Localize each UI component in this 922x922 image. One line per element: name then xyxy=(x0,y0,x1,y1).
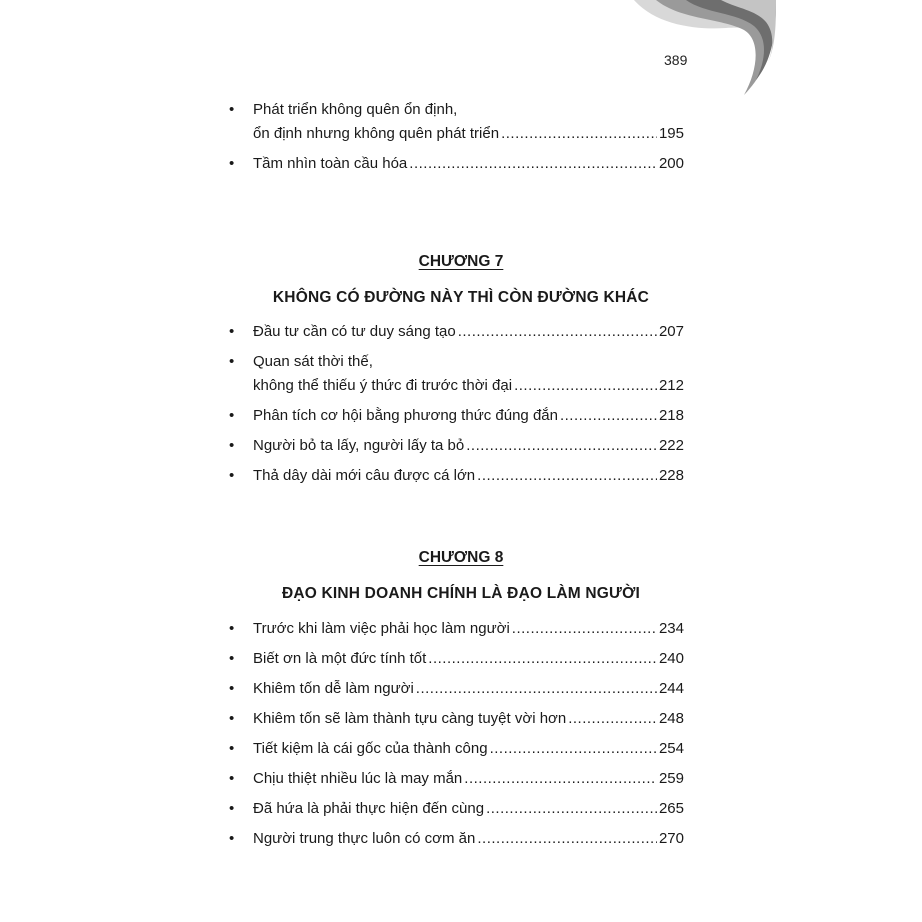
toc-entry[interactable] xyxy=(226,320,684,344)
bullet-icon: • xyxy=(229,710,235,727)
entry-page-number: 270 xyxy=(658,830,684,847)
entry-page-number: 254 xyxy=(658,740,684,757)
entry-title: Phân tích cơ hội bằng phương thức đúng đắn xyxy=(253,407,558,424)
entry-page-number: 200 xyxy=(658,155,684,172)
entry-page-number: 207 xyxy=(658,323,684,340)
leader-dots xyxy=(486,797,657,821)
toc-entry[interactable] xyxy=(226,617,684,641)
chapter-title: KHÔNG CÓ ĐƯỜNG NÀY THÌ CÒN ĐƯỜNG KHÁC xyxy=(272,289,650,306)
entry-title: Người trung thực luôn có cơm ăn xyxy=(253,830,476,847)
entry-title: Chịu thiệt nhiều lúc là may mắn xyxy=(253,770,463,787)
leader-dots xyxy=(464,767,657,791)
chapter-7-heading xyxy=(226,250,696,310)
bullet-icon: • xyxy=(229,437,235,454)
leader-dots xyxy=(409,152,657,176)
entry-page-number: 240 xyxy=(658,650,684,667)
leader-dots xyxy=(568,707,657,731)
chapter-number: CHƯƠNG 8 xyxy=(418,549,504,566)
toc-entry[interactable] xyxy=(226,98,684,146)
entry-title: Đầu tư cần có tư duy sáng tạo xyxy=(253,323,456,340)
toc-entry[interactable] xyxy=(226,737,684,761)
chapter-8-heading xyxy=(226,546,696,606)
entry-page-number: 265 xyxy=(658,800,684,817)
entry-title-line1: Quan sát thời thế, xyxy=(253,353,373,370)
entry-page-number: 218 xyxy=(658,407,684,424)
entry-title: Đã hứa là phải thực hiện đến cùng xyxy=(253,800,485,817)
entry-page-number: 195 xyxy=(658,125,684,142)
toc-entry[interactable] xyxy=(226,827,684,851)
entry-page-number: 248 xyxy=(658,710,684,727)
toc-chapter-8-list xyxy=(226,617,684,857)
entry-page-number: 234 xyxy=(658,620,684,637)
bullet-icon: • xyxy=(229,155,235,172)
entry-page-number: 259 xyxy=(658,770,684,787)
entry-page-number: 212 xyxy=(658,377,684,394)
leader-dots xyxy=(458,320,657,344)
chapter-title: ĐẠO KINH DOANH CHÍNH LÀ ĐẠO LÀM NGƯỜI xyxy=(281,585,641,602)
leader-dots xyxy=(466,434,657,458)
bullet-icon: • xyxy=(229,323,235,340)
toc-entry[interactable] xyxy=(226,707,684,731)
bullet-icon: • xyxy=(229,740,235,757)
toc-entry[interactable] xyxy=(226,350,684,398)
corner-swirl-ornament xyxy=(626,0,776,95)
entry-title: Biết ơn là một đức tính tốt xyxy=(253,650,427,667)
entry-title: Thả dây dài mới câu được cá lớn xyxy=(253,467,476,484)
page-number: 389 xyxy=(664,52,688,68)
entry-title: Khiêm tốn sẽ làm thành tựu càng tuyệt vời hơn xyxy=(253,710,567,727)
entry-title: Người bỏ ta lấy, người lấy ta bỏ xyxy=(253,437,465,454)
toc-entry[interactable] xyxy=(226,677,684,701)
entry-title: Khiêm tốn dễ làm người xyxy=(253,680,414,697)
entry-title: Tầm nhìn toàn cầu hóa xyxy=(253,155,408,172)
entry-page-number: 222 xyxy=(658,437,684,454)
bullet-icon: • xyxy=(229,830,235,847)
leader-dots xyxy=(477,827,657,851)
entry-page-number: 244 xyxy=(658,680,684,697)
bullet-icon: • xyxy=(229,101,235,118)
entry-title: Trước khi làm việc phải học làm người xyxy=(253,620,510,637)
bullet-icon: • xyxy=(229,620,235,637)
toc-intro-list xyxy=(226,98,684,182)
toc-entry[interactable] xyxy=(226,797,684,821)
toc-entry[interactable] xyxy=(226,152,684,176)
bullet-icon: • xyxy=(229,800,235,817)
entry-title: Tiết kiệm là cái gốc của thành công xyxy=(253,740,488,757)
entry-title-line1: Phát triển không quên ổn định, xyxy=(253,101,458,118)
leader-dots xyxy=(514,374,657,398)
leader-dots xyxy=(490,737,657,761)
leader-dots xyxy=(560,404,657,428)
leader-dots xyxy=(428,647,657,671)
bullet-icon: • xyxy=(229,407,235,424)
leader-dots xyxy=(501,122,657,146)
entry-title: không thể thiếu ý thức đi trước thời đại xyxy=(253,377,513,394)
leader-dots xyxy=(512,617,657,641)
toc-entry[interactable] xyxy=(226,404,684,428)
entry-title: ổn định nhưng không quên phát triển xyxy=(253,125,500,142)
entry-page-number: 228 xyxy=(658,467,684,484)
leader-dots xyxy=(477,464,657,488)
toc-entry[interactable] xyxy=(226,434,684,458)
toc-chapter-7-list xyxy=(226,320,684,494)
toc-entry[interactable] xyxy=(226,767,684,791)
bullet-icon: • xyxy=(229,770,235,787)
bullet-icon: • xyxy=(229,680,235,697)
leader-dots xyxy=(416,677,657,701)
toc-entry[interactable] xyxy=(226,464,684,488)
toc-entry[interactable] xyxy=(226,647,684,671)
bullet-icon: • xyxy=(229,353,235,370)
bullet-icon: • xyxy=(229,650,235,667)
chapter-number: CHƯƠNG 7 xyxy=(418,253,504,270)
bullet-icon: • xyxy=(229,467,235,484)
